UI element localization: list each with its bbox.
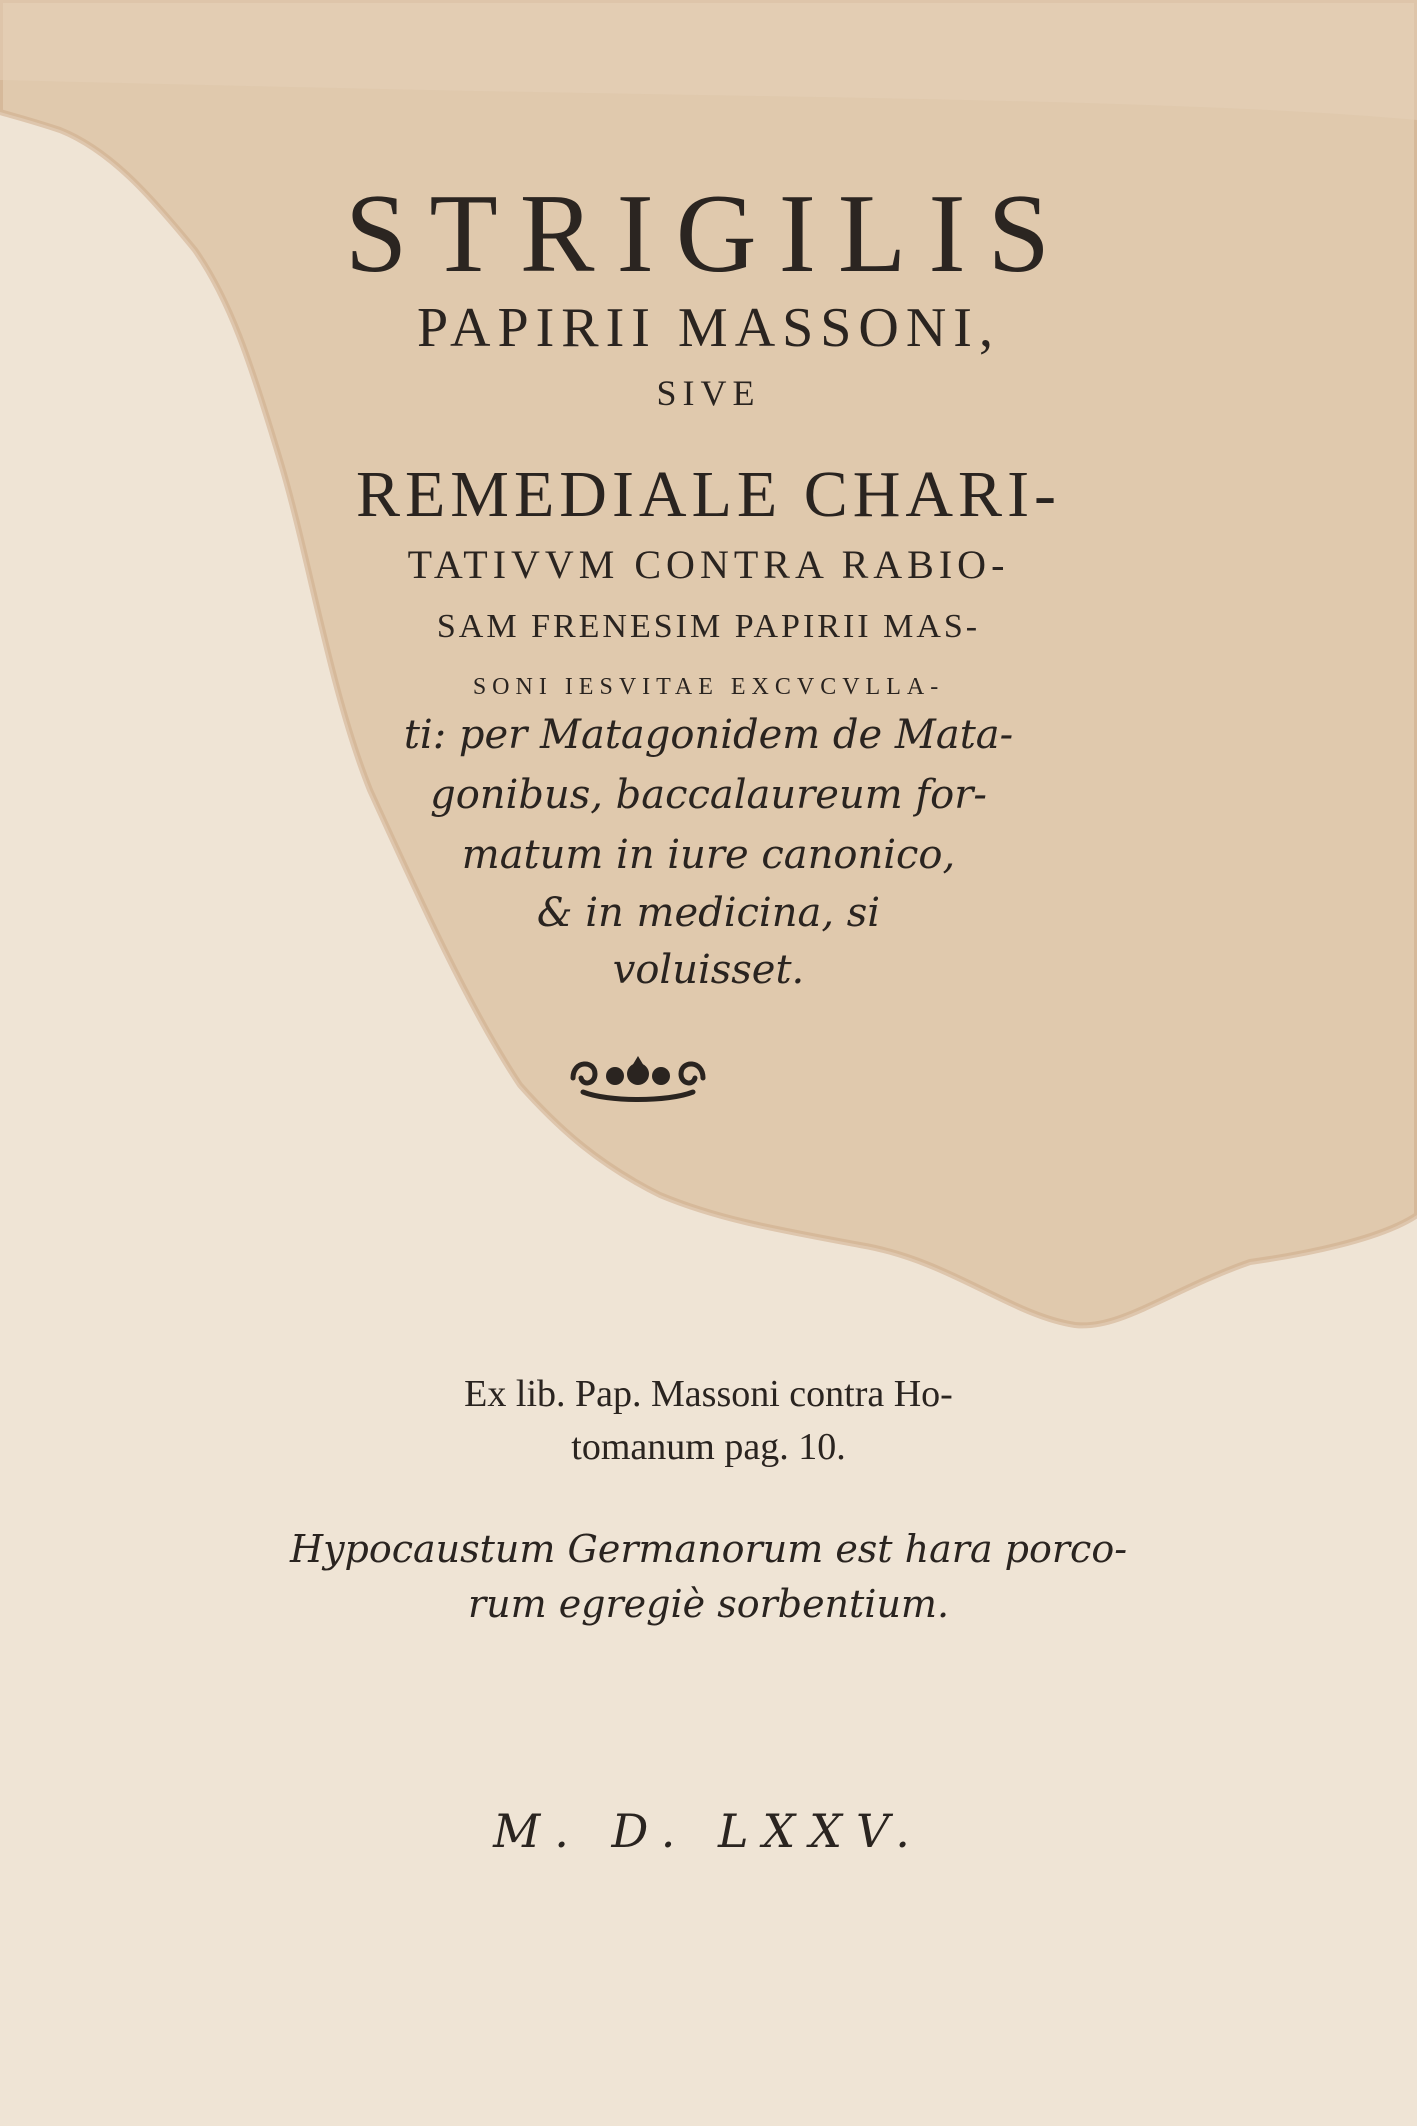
- quote-text-line-2: rum egregiè sorbentium.: [467, 1582, 950, 1626]
- italic-line-2: gonibus, baccalaureum for-: [430, 772, 987, 818]
- subtitle-line-1: REMEDIALE CHARI-: [355, 458, 1062, 531]
- quote-source-line-2: tomanum pag. 10.: [571, 1426, 846, 1468]
- italic-line-5: voluisset.: [612, 947, 805, 993]
- printer-ornament-icon: [563, 1050, 713, 1106]
- book-title: STRIGILIS: [345, 172, 1072, 296]
- subtitle-line-3: SAM FRENESIM PAPIRII MAS-: [436, 608, 981, 645]
- italic-line-1: ti: per Matagonidem de Mata-: [403, 712, 1014, 758]
- italic-line-4: & in medicina, si: [536, 890, 881, 936]
- sive-line: SIVE: [656, 373, 761, 413]
- imprint-date: M. D. LXXV.: [493, 1804, 924, 1858]
- quote-text-line-1: Hypocaustum Germanorum est hara porco-: [289, 1527, 1128, 1571]
- italic-line-3: matum in iure canonico,: [461, 832, 956, 878]
- author-line: PAPIRII MASSONI,: [417, 297, 1000, 359]
- subtitle-line-2: TATIVVM CONTRA RABIO-: [407, 542, 1010, 587]
- quote-source-line-1: Ex lib. Pap. Massoni contra Ho-: [464, 1373, 953, 1415]
- subtitle-line-4: SONI IESVITAE EXCVCVLLA-: [472, 674, 945, 700]
